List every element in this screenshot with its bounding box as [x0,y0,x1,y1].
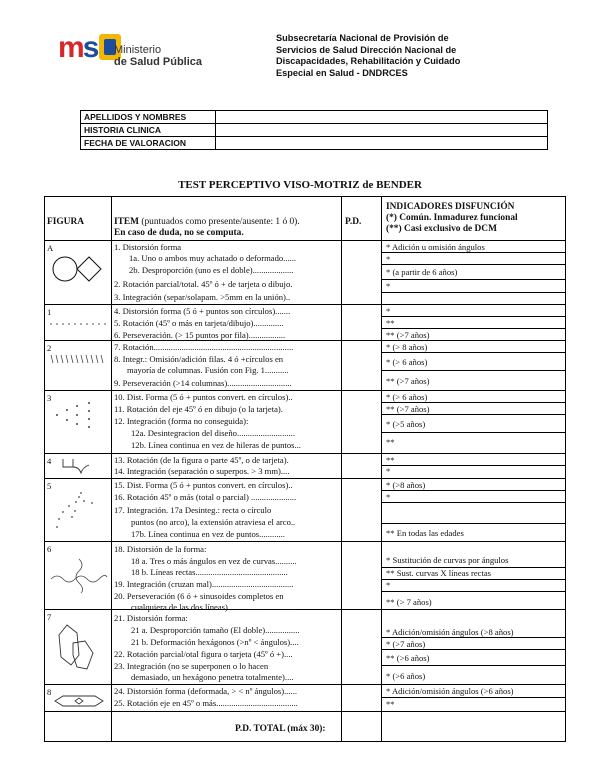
header-figura: FIGURA [47,217,84,227]
item-1a: 1a. Uno o ambos muy achatado o deformado...... [129,253,297,263]
ind-sep [381,316,565,317]
indicator: * [386,254,391,264]
figure-label-4: 4 [47,456,52,466]
ind-sep [381,370,565,371]
figure-label-5: 5 [47,481,52,491]
figure-3-drawing [53,399,103,431]
row-sep [45,541,565,542]
item-23-cont: demasiado, un hexágono penetra totalmente).... [131,672,294,682]
ind-sep [381,432,565,433]
ind-sep [381,252,565,253]
pd-total-field[interactable] [342,712,380,740]
item-12a: 12a. Desintegracion del diseño........................... [131,428,295,438]
indicator: ** (>7 años) [386,330,430,340]
item-6: 6. Perseveración. (> 15 puntos por fila)................. [114,330,286,340]
ind-sep [381,697,565,698]
item-20: 20. Perseveración (6 ó + sinusoides completos en [114,591,284,601]
indicator: * (a partir de 6 años) [386,267,458,277]
ind-sep [381,649,565,650]
row-sep [45,609,565,610]
ministry-line-2: de Salud Pública [114,56,203,68]
figure-6-drawing [49,555,109,595]
row-sep [45,453,565,454]
identification-table [80,110,548,150]
item-13: 13. Rotación (de la figura o parte 45º, o de tarjeta). [114,455,289,465]
indicator: * [386,306,391,316]
figure-label-1: 1 [47,307,52,317]
item-16: 16. Rotación 45º o más (total o parcial) ..................... [114,492,297,502]
ind-sep [381,523,565,524]
indicator: * (>7 años) [386,639,426,649]
ministry-line-1: Ministerio [114,44,162,56]
row-sep [45,478,565,479]
item-18a: 18 a. Tres o más ángulos en vez de curvas.......... [131,556,297,566]
row-sep [45,390,565,391]
field-historia-clinica[interactable] [216,124,548,137]
header-pd: P.D. [345,217,362,227]
indicator: * Sustitución de curvas por ángulos [386,555,509,565]
header-indicadores: INDICADORES DISFUNCIÓN [386,202,515,212]
indicator: * (>8 años) [386,480,426,490]
item-4: 4. Distorsión forma (5 ó + puntos son círculos)....... [114,306,291,316]
msp-logo-mark: ms [58,30,121,66]
indicator: * [386,580,391,590]
item-21a: 21 a. Desproporción tamaño (El doble)................ [131,625,300,635]
ind-sep [381,328,565,329]
figure-a-drawing [47,251,109,287]
field-fecha-valoracion[interactable] [216,137,548,150]
id-row-name [81,111,548,124]
indicator: * (>5 años) [386,419,426,429]
indicator: ** (>6 años) [386,653,430,663]
page-title: TEST PERCEPTIVO VISO-MOTRIZ de BENDER [178,179,422,191]
row-sep [45,240,565,241]
item-21b: 21 b. Deformación hexágonos (>nº < ángulos).... [131,637,299,647]
indicator: ** [386,437,395,447]
agency-name: Subsecretaría Nacional de Provisión de Servicios de Salud Dirección Nacional de Discapacidades, Rehabilitación y Cuidado Especial en Salud - DNDRCES [276,33,461,78]
figure-label-a: A [47,243,54,253]
indicator: * (> 6 años) [386,392,428,402]
ministry-name [114,44,202,68]
figure-1-drawing [47,317,109,331]
ind-sep [381,591,565,592]
header-item-note: En caso de duda, no se computa. [114,228,244,238]
header-indicator-dcm: (**) Casi exclusivo de DCM [386,224,497,234]
item-12: 12. Integración (forma no conseguida): [114,416,249,426]
row-sep [45,711,565,712]
item-8: 8. Integr.: Omisión/adición filas. 4 ó +círculos en [114,354,284,364]
ind-sep [381,665,565,666]
pd-score-column[interactable] [342,241,380,711]
ind-sep [381,465,565,466]
bender-scoring-table [44,196,566,742]
row-sep [45,684,565,685]
item-25: 25. Rotación eje en 45º o más...................................... [114,698,298,708]
indicator: * (> 6 años) [386,357,428,367]
figure-label-2: 2 [47,343,52,353]
item-10: 10. Dist. Forma (5 ó + puntos convert. en círculos).. [114,392,293,402]
item-20-cont: cualquiera de las dos líneas)................................ [131,602,297,612]
label-historia-clinica: HISTORIA CLINICA [81,124,216,137]
figure-label-3: 3 [47,393,52,403]
figure-2-drawing [47,351,109,367]
item-17b: 17b. Línea continua en vez de puntos............ [131,529,285,539]
item-15: 15. Dist. Forma (5 ó + puntos convert. en círculos).. [114,480,293,490]
header-item: ITEM (puntuados como presente/ausente: 1 ó 0). [114,217,300,227]
indicator: ** [386,699,395,709]
ind-sep [381,279,565,280]
field-apellidos-nombres[interactable] [216,111,548,124]
item-17a-cont: puntos (no arco), la extensión atraviesa el arco.. [131,517,296,527]
figure-label-6: 6 [47,544,52,554]
item-9: 9. Perseveración (>14 columnas).............................. [114,378,292,388]
item-22: 22. Rotación parcial/otal figura o tarjeta (45º ó +).... [114,649,293,659]
row-sep [45,340,565,341]
item-3: 3. Integración (separ/solapam. >5mm en la unión).. [114,292,291,302]
ind-sep [381,637,565,638]
indicator: ** (>7 años) [386,376,430,386]
pd-total-label: P.D. TOTAL (máx 30): [235,724,326,734]
indicator: ** Sust. curvas X líneas rectas [386,568,492,578]
indicator: * Adición/omisión ángulos (>6 años) [386,686,514,696]
item-8-cont: mayoría de columnas. Fusión con Fig. 1........... [127,365,289,375]
indicator: ** En todas las edades [386,528,464,538]
id-row-date [81,137,548,150]
item-12b: 12b. Línea continua en vez de hileras de puntos... [131,440,301,450]
header-indicator-common: (*) Común. Inmadurez funcional [386,213,518,223]
indicator: * (>6 años) [386,671,426,681]
id-row-history [81,124,548,137]
col-divider-figura [111,197,112,741]
item-18: 18. Distorsión de la forma: [114,544,207,554]
label-apellidos-nombres: APELLIDOS Y NOMBRES [81,111,216,124]
figure-5-drawing [51,489,107,537]
indicator: ** (>7 años) [386,404,430,414]
item-1: 1. Distorsión forma [114,242,182,252]
ind-sep [381,414,565,415]
row-sep [45,304,565,305]
indicator: * [386,492,391,502]
ind-sep [381,264,565,265]
figure-label-8: 8 [47,687,52,697]
indicator: ** [386,455,395,465]
figure-8-drawing [51,693,107,709]
item-5: 5. Rotación (45º o más en tarjeta/dibujo).............. [114,318,284,328]
item-11: 11. Rotación del eje 45º ó en dibujo (o la tarjeta). [114,404,283,414]
indicator: ** (> 7 años) [386,597,432,607]
ind-sep [381,490,565,491]
item-24: 24. Distorsión forma (deformada, > < nº ángulos)...... [114,686,298,696]
item-2b: 2b. Desproporción (uno es el doble)................... [129,265,294,275]
item-21: 21. Distorsión forma: [114,613,188,623]
item-17: 17. Integración. 17a Desinteg.: recta o círculo [114,505,272,515]
item-7: 7. Rotación................................................................. [114,342,294,352]
ind-sep [381,352,565,353]
ind-sep [381,292,565,293]
indicator: * [386,466,391,476]
ind-sep [381,502,565,503]
figure-7-drawing [51,621,107,679]
indicator: * Adición u omisión ángulos [386,242,485,252]
ministry-logo [58,30,278,80]
indicator: * (> 8 años) [386,342,428,352]
item-2: 2. Rotación parcial/total. 45º ó + de tarjeta o dibujo. [114,279,293,289]
ind-sep [381,579,565,580]
item-19: 19. Integración (cruzan mal)...................................... [114,579,294,589]
indicator: * [386,281,391,291]
indicator: * Adición/omisión ángulos (>8 años) [386,627,514,637]
item-18b: 18 b. Líneas rectas........................................... [131,567,288,577]
item-14: 14. Integración (separación o superpos. > 3 mm).... [114,466,290,476]
label-fecha-valoracion: FECHA DE VALORACION [81,137,216,150]
item-23: 23. Integración (no se superponen o lo hacen [114,661,269,671]
figure-4-drawing [59,455,99,477]
indicator: ** [386,318,395,328]
figure-label-7: 7 [47,612,52,622]
ind-sep [381,402,565,403]
